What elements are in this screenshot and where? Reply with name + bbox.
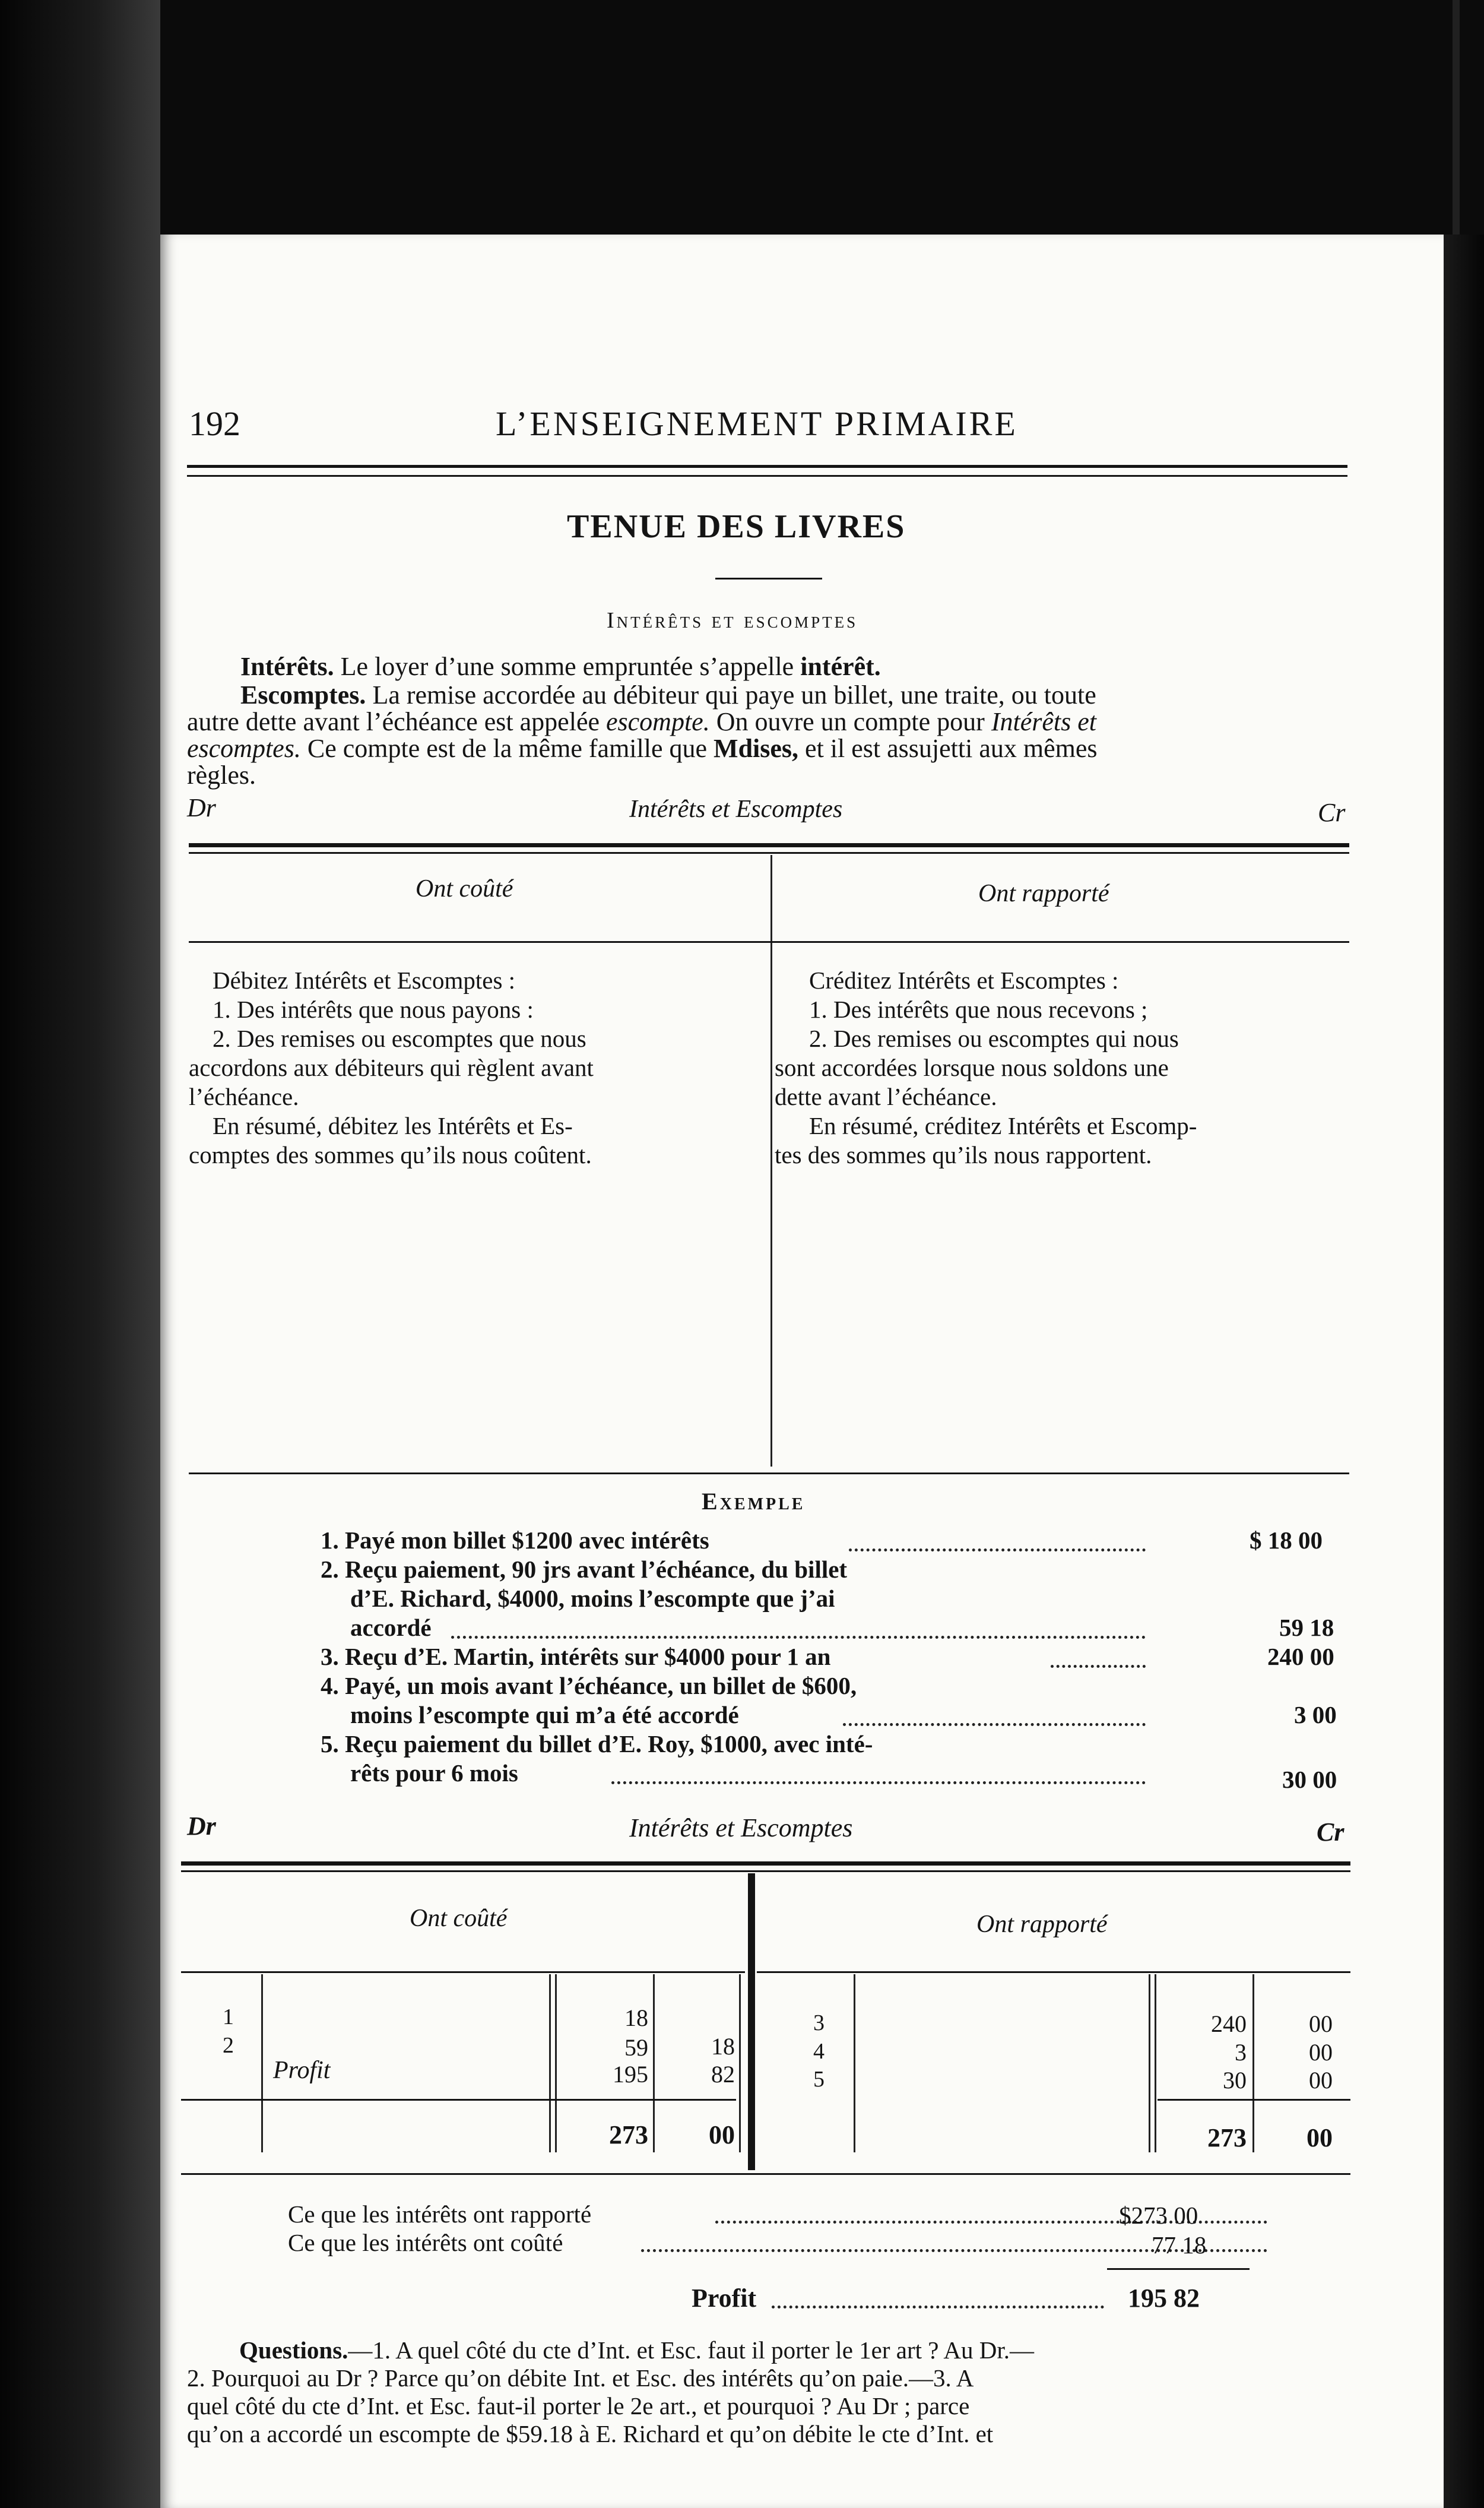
book-page <box>160 235 1444 2508</box>
example-item-text: 3. Reçu d’E. Martin, intérêts sur $4000 pour 1 an <box>321 1643 831 1670</box>
debit-line: En résumé, débitez les Intérêts et Es- <box>213 1112 573 1139</box>
escomptes-line3 <box>187 733 1098 764</box>
definition-interets <box>240 651 881 682</box>
debit-ref: 2 <box>223 2033 234 2058</box>
summary-line-coute: Ce que les intérêts ont coûté <box>288 2229 563 2256</box>
debit-col-line <box>653 1974 655 2152</box>
debit-amount: 59 <box>624 2034 648 2061</box>
ledger-top-rule <box>181 1861 1350 1866</box>
credit-total-cents: 00 <box>1307 2123 1333 2152</box>
esc-l2a: autre dette avant l’échéance est appelée <box>187 707 600 736</box>
scan-edge-strip <box>1453 0 1460 235</box>
credit-cents: 00 <box>1309 2010 1333 2037</box>
example-item-text: 1. Payé mon billet $1200 avec intérêts <box>321 1527 709 1554</box>
credit-line: sont accordées lorsque nous soldons une <box>775 1054 1169 1081</box>
ledger-bottom-rule <box>181 2173 1350 2175</box>
page-number: 192 <box>189 404 240 443</box>
credit-head: Ont rapporté <box>978 880 1109 907</box>
account-title: Intérêts et Escomptes <box>629 796 843 823</box>
example-amount: 30 00 <box>1282 1766 1337 1793</box>
credit-line: 1. Des intérêts que nous recevons ; <box>809 996 1148 1023</box>
account1-top-rule <box>189 843 1349 847</box>
example-heading: Exemple <box>702 1488 806 1515</box>
credit-col-line <box>1149 1974 1150 2152</box>
credit-amount: 30 <box>1223 2067 1247 2094</box>
account-title: Intérêts et Escomptes <box>629 1813 853 1842</box>
esc-l2c: On ouvre un compte pour <box>716 707 985 736</box>
ledger-center-divider <box>748 1873 755 2170</box>
debit-line: 2. Des remises ou escomptes que nous <box>213 1025 586 1052</box>
esc-l2b: escompte. <box>606 707 710 736</box>
example-item <box>321 1642 1334 1671</box>
leader-dots <box>451 1636 1146 1639</box>
summary-value-coute: 77 18 <box>1152 2231 1207 2259</box>
credit-ref: 4 <box>813 2039 825 2064</box>
credit-total: 273 <box>1207 2123 1247 2152</box>
debit-total: 273 <box>609 2120 648 2149</box>
title-underline <box>715 578 822 580</box>
questions-line: 2. Pourquoi au Dr ? Parce qu’on débite Int. et Esc. des intérêts qu’on paie.—3. A <box>187 2364 974 2392</box>
profit-label: Profit <box>692 2284 757 2313</box>
escomptes-line1: La remise accordée au débiteur qui paye un billet, une traite, ou toute <box>372 680 1096 710</box>
questions-label: Questions. <box>239 2336 348 2364</box>
credit-col-line <box>1155 1974 1156 2152</box>
debit-line: Débitez Intérêts et Escomptes : <box>213 967 516 994</box>
running-title: L’ENSEIGNEMENT PRIMAIRE <box>496 404 1018 443</box>
credit-head: Ont rapporté <box>976 1911 1108 1938</box>
debit-label: Profit <box>273 2057 331 2084</box>
credit-ref: 5 <box>813 2067 825 2092</box>
section-title: TENUE DES LIVRES <box>567 508 906 545</box>
account1-divider <box>770 855 772 1467</box>
section-subtitle: Intérêts et escomptes <box>607 608 858 633</box>
interet-word: intérêt. <box>800 652 881 681</box>
example-item <box>321 1555 1334 1642</box>
ledger-head-rule-left <box>181 1971 745 1973</box>
book-spine-shadow <box>0 0 160 2508</box>
definition-escomptes <box>240 680 1096 710</box>
example-item-text: moins l’escompte qui m’a été accordé <box>350 1701 739 1728</box>
credit-cents: 00 <box>1309 2067 1333 2094</box>
debit-amount: 195 <box>613 2061 648 2088</box>
example-amount: $ 18 00 <box>1250 1527 1323 1554</box>
ledger-top-rule-2 <box>181 1870 1350 1872</box>
example-amount: 3 00 <box>1294 1701 1337 1728</box>
escomptes-line2 <box>187 707 1096 737</box>
debit-cents: 18 <box>711 2033 735 2060</box>
credit-line: 2. Des remises ou escomptes qui nous <box>809 1025 1179 1052</box>
example-item-text: 2. Reçu paiement, 90 jrs avant l’échéance, du billet <box>321 1556 848 1583</box>
esc-l3d: et il est assujetti aux mêmes <box>805 734 1098 763</box>
debit-line: l’échéance. <box>189 1083 299 1110</box>
credit-line: En résumé, créditez Intérêts et Escomp- <box>809 1112 1197 1139</box>
header-rule-thick <box>187 465 1347 468</box>
esc-l2d: Intérêts et <box>991 707 1097 736</box>
next-page-edge <box>1444 235 1484 2508</box>
debit-total-cents: 00 <box>709 2120 735 2149</box>
example-item-text: 5. Reçu paiement du billet d’E. Roy, $1000, avec inté- <box>321 1730 873 1758</box>
questions-line: qu’on a accordé un escompte de $59.18 à E. Richard et qu’on débite le cte d’Int. et <box>187 2420 994 2447</box>
credit-subtotal-rule <box>1158 2099 1350 2101</box>
debit-line: 1. Des intérêts que nous payons : <box>213 996 534 1023</box>
leader-dots <box>611 1781 1146 1784</box>
term-escomptes: Escomptes. <box>240 680 366 710</box>
ledger-head-rule-right <box>757 1971 1350 1973</box>
questions-text: —1. A quel côté du cte d’Int. et Esc. faut il porter le 1er art ? Au Dr.— <box>348 2336 1035 2364</box>
debit-explanation <box>189 966 759 1170</box>
credit-col-line <box>854 1974 855 2152</box>
debit-col-line <box>549 1974 551 2152</box>
summary-line-rapporte: Ce que les intérêts ont rapporté <box>288 2200 592 2228</box>
example-item-text: rêts pour 6 mois <box>350 1759 518 1787</box>
credit-line: Créditez Intérêts et Escomptes : <box>809 967 1119 994</box>
interets-text: Le loyer d’une somme empruntée s’appelle <box>340 652 794 681</box>
debit-col-line <box>555 1974 557 2152</box>
account1-bottom-rule <box>189 1472 1349 1474</box>
example-amount: 240 00 <box>1267 1643 1334 1670</box>
leader-dots <box>849 1548 1146 1551</box>
leader-dots <box>843 1723 1146 1726</box>
credit-explanation <box>775 966 1345 1170</box>
example-item-text: accordé <box>350 1614 432 1641</box>
credit-amount: 240 <box>1211 2010 1247 2037</box>
cr-label: Cr <box>1318 798 1346 827</box>
example-item <box>321 1526 1323 1555</box>
debit-ref: 1 <box>223 2004 234 2029</box>
example-amount: 59 18 <box>1279 1614 1334 1641</box>
summary-rule <box>1107 2268 1250 2270</box>
cr-label: Cr <box>1317 1817 1345 1847</box>
debit-line: comptes des sommes qu’ils nous coûtent. <box>189 1141 592 1168</box>
questions-line: quel côté du cte d’Int. et Esc. faut-il porter le 2e art., et pourquoi ? Au Dr ; parce <box>187 2392 970 2420</box>
debit-line: accordons aux débiteurs qui règlent avant <box>189 1054 594 1081</box>
credit-amount: 3 <box>1235 2039 1247 2066</box>
profit-value: 195 82 <box>1128 2284 1200 2313</box>
dr-label: Dr <box>187 1812 216 1841</box>
example-item <box>321 1671 1337 1730</box>
questions <box>187 2336 1374 2448</box>
header-rule-thin <box>187 475 1347 477</box>
debit-col-line <box>739 1974 741 2152</box>
esc-l3b: Ce compte est de la même famille que <box>307 734 708 763</box>
dr-label: Dr <box>187 793 216 822</box>
debit-col-line <box>261 1974 263 2152</box>
summary-value-rapporte: $273 00 <box>1119 2202 1198 2229</box>
account1-top-rule-2 <box>189 852 1349 854</box>
debit-subtotal-rule <box>181 2099 736 2101</box>
example-item-text: d’E. Richard, $4000, moins l’escompte que j’ai <box>350 1585 835 1612</box>
debit-head: Ont coûté <box>410 1905 508 1932</box>
credit-cents: 00 <box>1309 2039 1333 2066</box>
credit-line: tes des sommes qu’ils nous rapportent. <box>775 1141 1152 1168</box>
leader-dots <box>1051 1665 1146 1668</box>
debit-cents: 82 <box>711 2061 735 2088</box>
esc-l3a: escomptes. <box>187 734 301 763</box>
example-item-text: 4. Payé, un mois avant l’échéance, un billet de $600, <box>321 1672 857 1699</box>
credit-col-line <box>1252 1974 1254 2152</box>
account1-head-rule <box>189 941 1349 943</box>
escomptes-line4: règles. <box>187 761 256 790</box>
questions-line <box>187 2336 1374 2364</box>
credit-line: dette avant l’échéance. <box>775 1083 997 1110</box>
credit-ref: 3 <box>813 2010 825 2035</box>
debit-amount: 18 <box>624 2004 648 2031</box>
leader-dots <box>772 2306 1104 2308</box>
example-item <box>321 1730 1337 1793</box>
term-interets: Intérêts. <box>240 652 334 681</box>
esc-l3c: Mdises, <box>714 734 799 763</box>
debit-head: Ont coûté <box>416 875 513 902</box>
